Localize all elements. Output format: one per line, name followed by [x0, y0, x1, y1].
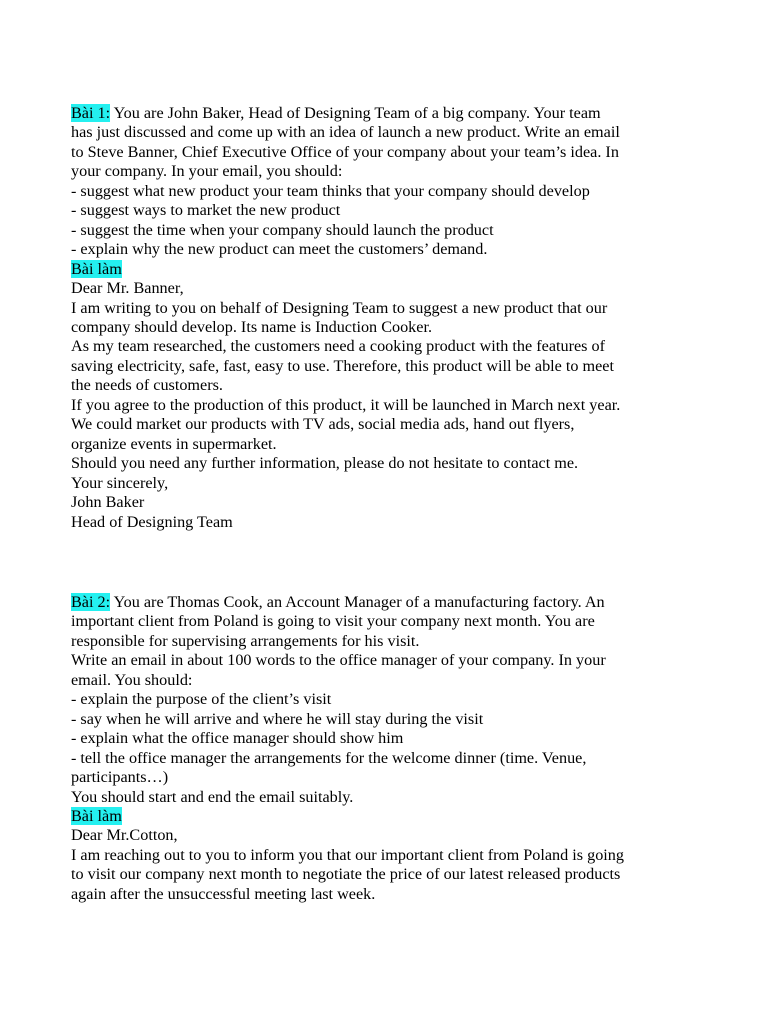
prompt-line: has just discussed and come up with an idea of launch a new product. Write an email: [71, 123, 620, 142]
exercise-2-prompt-first-line: [71, 593, 721, 612]
prompt-bullet: - explain why the new product can meet the customers’ demand.: [71, 240, 488, 259]
answer-line: to visit our company next month to negotiate the price of our latest released products: [71, 865, 621, 884]
answer-line: company should develop. Its name is Induction Cooker.: [71, 317, 433, 336]
answer-line: If you agree to the production of this product, it will be launched in March next year.: [71, 395, 621, 414]
answer-line: Dear Mr.Cotton,: [71, 826, 178, 845]
prompt-bullet: - suggest ways to market the new product: [71, 201, 341, 220]
exercise-1-prompt-first-line: [71, 104, 721, 123]
prompt-bullet: - explain the purpose of the client’s visit: [71, 690, 332, 709]
prompt-bullet: - suggest what new product your team thinks that your company should develop: [71, 181, 590, 200]
answer-label: Bài làm: [71, 259, 122, 278]
answer-heading-line: [71, 807, 721, 826]
prompt-line: email. You should:: [71, 670, 193, 689]
exercise-1-label: Bài 1:: [71, 104, 111, 122]
prompt-text: You are Thomas Cook, an Account Manager of a manufacturing factory. An: [110, 593, 605, 611]
exercise-1: [71, 104, 721, 532]
prompt-line: You should start and end the email suitably.: [71, 787, 354, 806]
answer-heading-line: [71, 260, 721, 279]
answer-line: Your sincerely,: [71, 473, 169, 492]
prompt-bullet: - explain what the office manager should show him: [71, 729, 404, 748]
prompt-line: participants…): [71, 768, 169, 787]
answer-line: I am reaching out to you to inform you that our important client from Poland is going: [71, 845, 624, 864]
answer-line: Head of Designing Team: [71, 512, 233, 531]
answer-line: organize events in supermarket.: [71, 434, 277, 453]
prompt-line: to Steve Banner, Chief Executive Office of your company about your team’s idea. In: [71, 142, 619, 161]
prompt-line: responsible for supervising arrangements for his visit.: [71, 631, 420, 650]
prompt-text: You are John Baker, Head of Designing Team of a big company. Your team: [110, 104, 601, 122]
answer-line: saving electricity, safe, fast, easy to use. Therefore, this product will be able to meet: [71, 356, 614, 375]
answer-line: Should you need any further information, please do not hesitate to contact me.: [71, 454, 579, 473]
answer-line: As my team researched, the customers need a cooking product with the features of: [71, 337, 605, 356]
answer-line: Dear Mr. Banner,: [71, 279, 184, 298]
answer-line: I am writing to you on behalf of Designing Team to suggest a new product that our: [71, 298, 608, 317]
prompt-bullet: - suggest the time when your company should launch the product: [71, 220, 494, 239]
answer-line: again after the unsuccessful meeting last week.: [71, 884, 376, 903]
exercise-2-label: Bài 2:: [71, 593, 111, 611]
prompt-line: your company. In your email, you should:: [71, 162, 343, 181]
prompt-bullet: - say when he will arrive and where he will stay during the visit: [71, 709, 484, 728]
prompt-line: Write an email in about 100 words to the office manager of your company. In your: [71, 651, 606, 670]
answer-label: Bài làm: [71, 806, 122, 825]
prompt-bullet: - tell the office manager the arrangements for the welcome dinner (time. Venue,: [71, 748, 587, 767]
answer-line: the needs of customers.: [71, 376, 223, 395]
prompt-line: important client from Poland is going to visit your company next month. You are: [71, 612, 595, 631]
answer-line: John Baker: [71, 493, 145, 512]
exercise-2: [71, 593, 721, 904]
answer-line: We could market our products with TV ads, social media ads, hand out flyers,: [71, 415, 575, 434]
